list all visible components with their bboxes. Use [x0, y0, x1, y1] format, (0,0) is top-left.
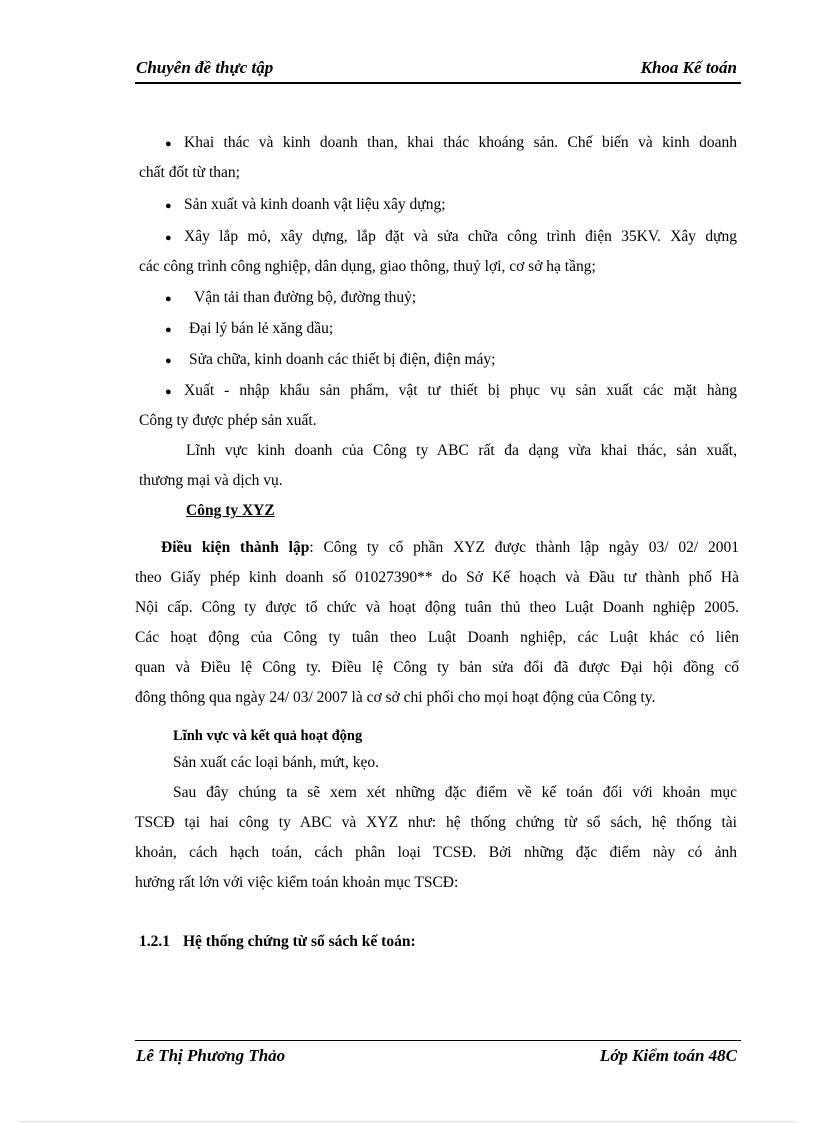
page-header [135, 56, 741, 84]
list-item-continuation: chất đốt từ than; [139, 164, 240, 181]
section-title-xyz: Công ty XYZ [186, 502, 275, 519]
paragraph-line: theo Giấy phép kinh doanh số 01027390** do Sở Kế hoạch và Đầu tư thành phố Hà [135, 569, 739, 586]
footer-rule [135, 1040, 741, 1041]
list-item: Xuất - nhập khẩu sản phẩm, vật tư thiết bị phục vụ sản xuất các mặt hàng [184, 382, 737, 399]
header-title: Chuyên đề thực tập [136, 58, 274, 77]
intro-line: hưởng rất lớn với việc kiểm toán khoản mục TSCĐ: [135, 874, 459, 891]
field-text: Sản xuất các loại bánh, mứt, kẹo. [173, 754, 379, 771]
section-title: Hệ thống chứng từ sổ sách kế toán: [183, 933, 416, 950]
paragraph-line: Nội cấp. Công ty được tổ chức và hoạt động tuân thủ theo Luật Doanh nghiệp 2005. [135, 599, 739, 616]
footer-author: Lê Thị Phương Thảo [136, 1046, 286, 1065]
paragraph-line: Các hoạt động của Công ty tuân theo Luật Doanh nghiệp, các Luật khác có liên [135, 629, 739, 646]
list-item: Xây lắp mỏ, xây dựng, lắp đặt và sửa chữa công trình điện 35KV. Xây dựng [184, 228, 737, 245]
list-item: Khai thác và kinh doanh than, khai thác khoáng sản. Chế biến và kinh doanh [184, 134, 737, 151]
bullet-icon: ● [165, 355, 172, 367]
paragraph-line: đông thông qua ngày 24/ 03/ 2007 là cơ sở chi phối cho mọi hoạt động của Công ty. [135, 689, 656, 706]
bullet-icon: ● [165, 324, 172, 336]
xyz-establishment-line [161, 533, 739, 564]
list-item: Đại lý bán lẻ xăng dầu; [189, 320, 334, 337]
condition-text: : Công ty cổ phần XYZ được thành lập ngày 03/ 02/ 2001 [309, 539, 739, 556]
list-item: Sản xuất và kinh doanh vật liệu xây dựng; [184, 196, 446, 213]
bullet-icon: ● [165, 386, 172, 398]
intro-line: TSCĐ tại hai công ty ABC và XYZ như: hệ thống chứng từ sổ sách, hệ thống tài [135, 814, 737, 831]
field-title: Lĩnh vực và kết quả hoạt động [173, 728, 363, 744]
list-item: Vận tải than đường bộ, đường thuỷ; [194, 289, 417, 306]
footer-class: Lớp Kiểm toán 48C [599, 1046, 737, 1065]
list-item-continuation: các công trình công nghiệp, dân dụng, giao thông, thuỷ lợi, cơ sở hạ tầng; [139, 258, 596, 275]
header-department: Khoa Kế toán [640, 58, 737, 77]
abc-summary-continuation: thương mại và dịch vụ. [139, 472, 283, 489]
bullet-icon: ● [165, 200, 172, 212]
list-item-continuation: Công ty được phép sản xuất. [139, 412, 317, 429]
section-heading [139, 927, 416, 958]
bullet-icon: ● [165, 138, 172, 150]
page-edge-divider [20, 1121, 796, 1122]
condition-label: Điều kiện thành lập [161, 539, 310, 556]
bullet-icon: ● [165, 232, 172, 244]
page-footer [135, 1044, 741, 1070]
intro-line: Sau đây chúng ta sẽ xem xét những đặc điểm về kế toán đối với khoản mục [173, 784, 737, 801]
list-item: Sửa chữa, kinh doanh các thiết bị điện, điện máy; [189, 351, 496, 368]
section-number: 1.2.1 [139, 933, 170, 950]
abc-summary-paragraph: Lĩnh vực kinh doanh của Công ty ABC rất đa dạng vừa khai thác, sản xuất, [186, 442, 737, 459]
bullet-icon: ● [165, 293, 172, 305]
paragraph-line: quan và Điều lệ Công ty. Điều lệ Công ty bản sửa đổi đã được Đại hội đồng cổ [135, 659, 739, 676]
intro-line: khoản, cách hạch toán, cách phân loại TCSĐ. Bởi những đặc điểm này có ảnh [135, 844, 737, 861]
